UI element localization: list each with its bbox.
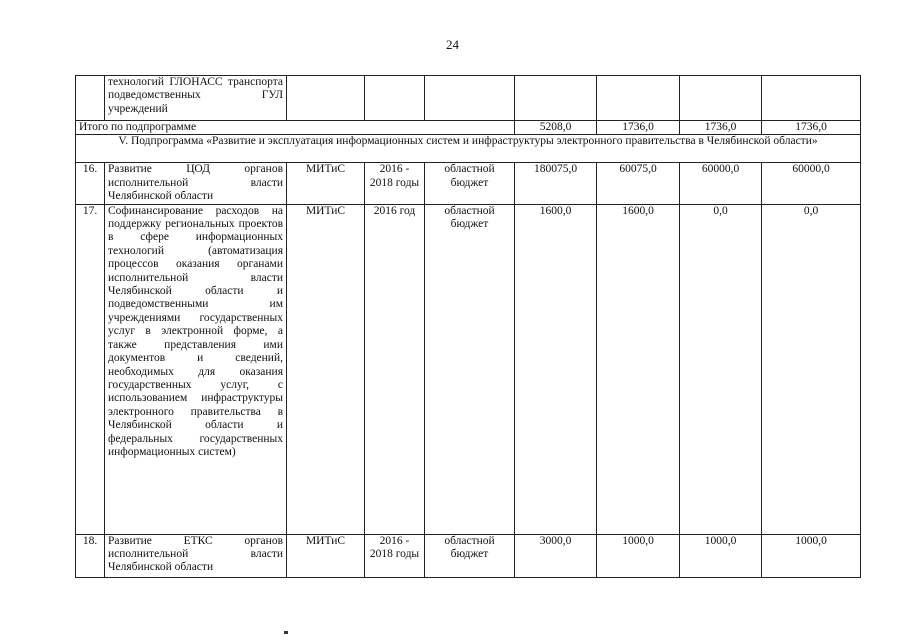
row-value: 0,0 <box>680 204 762 534</box>
row-value: 1000,0 <box>762 534 861 577</box>
row-source: областной бюджет <box>425 163 515 204</box>
section-header: V. Подпрограмма «Развитие и эксплуатация информационных систем и инфраструктуры электронного правительства в Челябинской области» <box>76 135 861 163</box>
row-value: 1000,0 <box>680 534 762 577</box>
subtotal-label: Итого по подпрограмме <box>76 121 515 135</box>
description-cell: технологий ГЛОНАСС транспорта подведомственных ГУЛ учреждений <box>105 76 287 121</box>
row-number-cell <box>76 76 105 121</box>
row-period: 2016 - 2018 годы <box>365 163 425 204</box>
row-value: 0,0 <box>762 204 861 534</box>
row-period: 2016 год <box>365 204 425 534</box>
row-number: 16. <box>76 163 105 204</box>
row-value: 60000,0 <box>680 163 762 204</box>
budget-table <box>75 75 861 578</box>
row-number: 17. <box>76 204 105 534</box>
period-cell <box>365 76 425 121</box>
row-description: Развитие ЦОД органов исполнительной власти Челябинской области <box>105 163 287 204</box>
row-executor: МИТиС <box>287 163 365 204</box>
subtotal-value: 5208,0 <box>515 121 597 135</box>
value-cell <box>597 76 680 121</box>
row-source: областной бюджет <box>425 204 515 534</box>
value-cell <box>680 76 762 121</box>
table-row <box>76 163 861 204</box>
row-value: 60075,0 <box>597 163 680 204</box>
row-value: 1600,0 <box>515 204 597 534</box>
continuation-row <box>76 76 861 121</box>
row-value: 1600,0 <box>597 204 680 534</box>
row-value: 1000,0 <box>597 534 680 577</box>
value-cell <box>762 76 861 121</box>
row-value: 180075,0 <box>515 163 597 204</box>
executor-cell <box>287 76 365 121</box>
value-cell <box>515 76 597 121</box>
row-executor: МИТиС <box>287 534 365 577</box>
row-description: Развитие ЕТКС органов исполнительной власти Челябинской области <box>105 534 287 577</box>
row-description: Софинансирование расходов на поддержку региональных проектов в сфере информационных технологий (автоматизация процессов оказания органами исполнительной власти Челябинской области и подведомственными им учреждениями государственных услуг в электронной форме, а также представления ими документов и сведений, необходимых для оказания государственных услуг, с использованием инфраструктуры электронного правительства в Челябинской области и федеральных государственных информационных систем) <box>105 204 287 534</box>
source-cell <box>425 76 515 121</box>
subtotal-row <box>76 121 861 135</box>
row-executor: МИТиС <box>287 204 365 534</box>
table-row <box>76 204 861 534</box>
row-number: 18. <box>76 534 105 577</box>
scan-mark <box>284 631 288 634</box>
row-value: 3000,0 <box>515 534 597 577</box>
subtotal-value: 1736,0 <box>762 121 861 135</box>
table-row <box>76 534 861 577</box>
subtotal-value: 1736,0 <box>680 121 762 135</box>
row-period: 2016 - 2018 годы <box>365 534 425 577</box>
subtotal-value: 1736,0 <box>597 121 680 135</box>
row-source: областной бюджет <box>425 534 515 577</box>
page-number: 24 <box>446 37 459 52</box>
section-header-row <box>76 135 861 163</box>
row-value: 60000,0 <box>762 163 861 204</box>
